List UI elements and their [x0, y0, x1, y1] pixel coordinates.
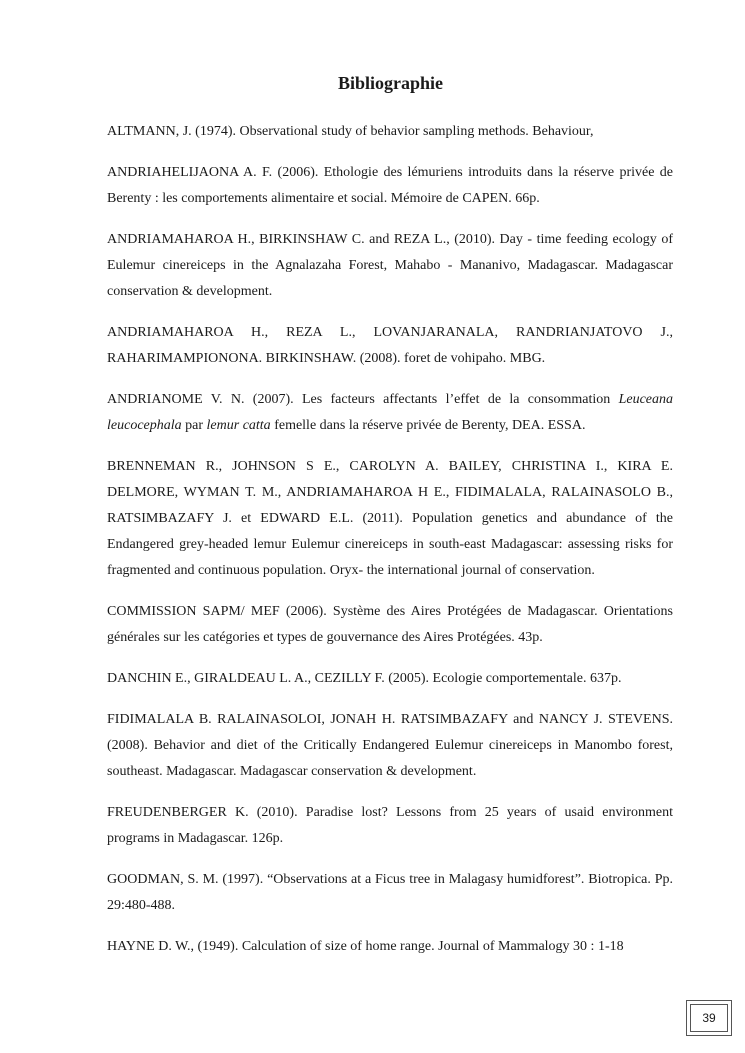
reference-item: ANDRIAMAHAROA H., REZA L., LOVANJARANALA, RANDRIANJATOVO J., RAHARIMAMPIONONA. BIRKINSHAW. (2008). foret de vohipaho. MBG. — [107, 325, 673, 366]
reference-list — [107, 119, 673, 975]
reference-text: par — [181, 418, 207, 433]
reference-item: ALTMANN, J. (1974). Observational study of behavior sampling methods. Behaviour, — [107, 124, 594, 139]
reference-item: ANDRIAMAHAROA H., BIRKINSHAW C. and REZA L., (2010). Day - time feeding ecology of Eulemur cinereiceps in the Agnalazaha Forest, Mahabo - Mananivo, Madagascar. Madagascar conservation & development. — [107, 232, 673, 299]
reference-item: GOODMAN, S. M. (1997). “Observations at a Ficus tree in Malagasy humidforest”. Biotropica. Pp. 29:480-488. — [107, 872, 673, 913]
reference-item: FREUDENBERGER K. (2010). Paradise lost? Lessons from 25 years of usaid environment programs in Madagascar. 126p. — [107, 805, 673, 846]
reference-item: DANCHIN E., GIRALDEAU L. A., CEZILLY F. (2005). Ecologie comportementale. 637p. — [107, 671, 622, 686]
reference-item: HAYNE D. W., (1949). Calculation of size of home range. Journal of Mammalogy 30 : 1-18 — [107, 939, 624, 954]
reference-item: COMMISSION SAPM/ MEF (2006). Système des Aires Protégées de Madagascar. Orientations générales sur les catégories et types de gouvernance des Aires Protégées. 43p. — [107, 604, 673, 645]
reference-item — [107, 387, 673, 439]
reference-item: FIDIMALALA B. RALAINASOLOI, JONAH H. RATSIMBAZAFY and NANCY J. STEVENS. (2008). Behavior and diet of the Critically Endangered Eulemur cinereiceps in Manombo forest, southeast. Madagascar. Madagascar conservation & development. — [107, 712, 673, 779]
reference-item: ANDRIAHELIJAONA A. F. (2006). Ethologie des lémuriens introduits dans la réserve privée de Berenty : les comportements alimentaire et social. Mémoire de CAPEN. 66p. — [107, 165, 673, 206]
page-number-box — [686, 1000, 732, 1036]
reference-text: femelle dans la réserve privée de Berenty, DEA. ESSA. — [270, 418, 586, 433]
page-number: 39 — [690, 1004, 728, 1032]
page-title: Bibliographie — [337, 73, 444, 93]
reference-item: BRENNEMAN R., JOHNSON S E., CAROLYN A. BAILEY, CHRISTINA I., KIRA E. DELMORE, WYMAN T. M., ANDRIAMAHAROA H E., FIDIMALALA, RALAINASOLO B., RATSIMBAZAFY J. et EDWARD E.L. (2011). Population genetics and abundance of the Endangered grey-headed lemur Eulemur cinereiceps in south-east Madagascar: assessing risks for fragmented and continuous population. Oryx- the international journal of conservation. — [107, 459, 673, 578]
reference-text: ANDRIANOME V. N. (2007). Les facteurs affectants l’effet de la consommation — [107, 392, 619, 407]
species-name-italic: lemur catta — [206, 418, 271, 433]
species-name-italic: Leuceana leucocephala — [107, 392, 673, 433]
